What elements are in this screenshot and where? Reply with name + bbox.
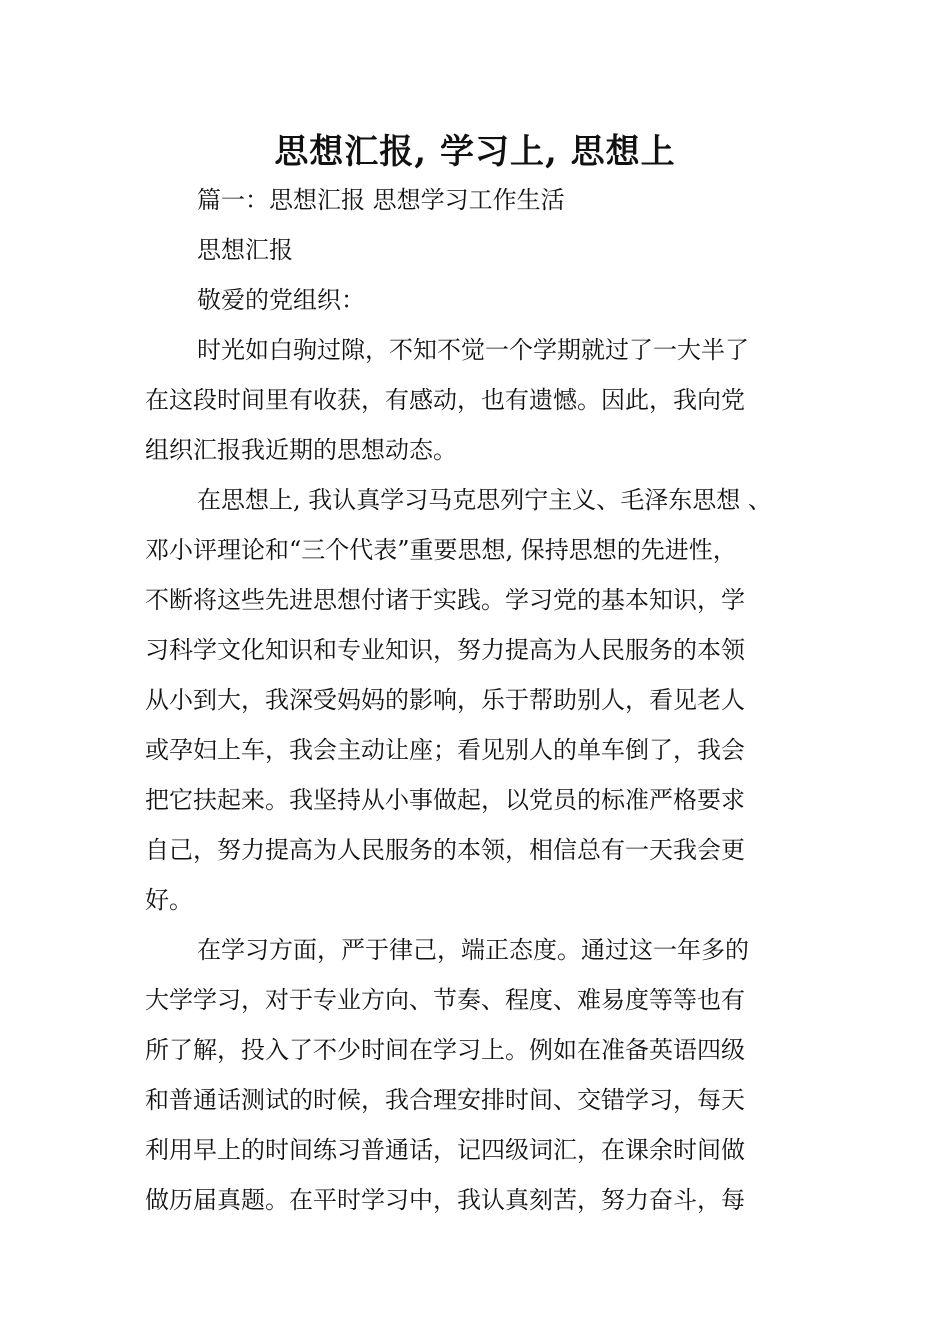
section-heading: 篇一：思想汇报 思想学习工作生活 <box>197 186 565 214</box>
paragraph-line: 从小到大，我深受妈妈的影响，乐于帮助别人，看见老人 <box>145 686 745 714</box>
paragraph-line: 和普通话测试的时候，我合理安排时间、交错学习，每天 <box>145 1086 745 1114</box>
paragraph-line: 不断将这些先进思想付诸于实践。学习党的基本知识，学 <box>145 586 745 614</box>
paragraph-line: 在这段时间里有收获，有感动，也有遗憾。因此，我向党 <box>145 386 745 414</box>
paragraph-line: 在学习方面，严于律己，端正态度。通过这一年多的 <box>197 936 749 964</box>
paragraph-line: 大学学习，对于专业方向、节奏、程度、难易度等等也有 <box>145 986 745 1014</box>
paragraph-line: 在思想上, 我认真学习马克思列宁主义、毛泽东思想 、 <box>197 486 772 514</box>
paragraph-line: 或孕妇上车，我会主动让座；看见别人的单车倒了，我会 <box>145 736 745 764</box>
paragraph-line: 自己，努力提高为人民服务的本领，相信总有一天我会更 <box>145 836 745 864</box>
paragraph-line: 所了解，投入了不少时间在学习上。例如在准备英语四级 <box>145 1036 745 1064</box>
paragraph-line: 邓小评理论和“三个代表”重要思想, 保持思想的先进性， <box>145 536 737 564</box>
paragraph-line: 习科学文化知识和专业知识，努力提高为人民服务的本领 <box>145 636 745 664</box>
paragraph-line: 组织汇报我近期的思想动态。 <box>145 436 457 464</box>
report-heading: 思想汇报 <box>197 236 293 264</box>
paragraph-line: 利用早上的时间练习普通话，记四级词汇，在课余时间做 <box>145 1136 745 1164</box>
document-title: 思想汇报, 学习上, 思想上 <box>274 132 676 172</box>
paragraph-line: 把它扶起来。我坚持从小事做起，以党员的标准严格要求 <box>145 786 745 814</box>
paragraph-line: 做历届真题。在平时学习中，我认真刻苦，努力奋斗，每 <box>145 1186 745 1214</box>
salutation: 敬爱的党组织： <box>197 286 365 314</box>
paragraph-line: 好。 <box>145 886 193 914</box>
paragraph-line: 时光如白驹过隙，不知不觉一个学期就过了一大半了 <box>197 336 749 364</box>
